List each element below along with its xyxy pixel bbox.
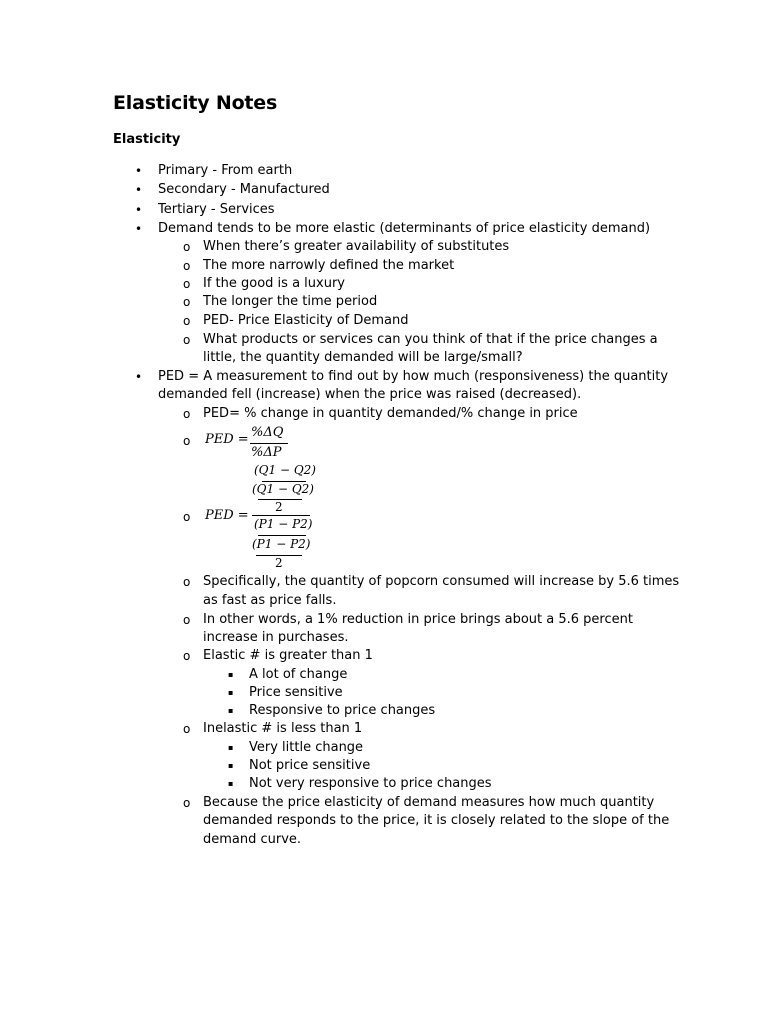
sub-marker: o [183,434,191,448]
list-item-primary: Primary - From earth [158,163,293,178]
formula-lhs: PED = [205,432,249,447]
subsub-marker: ▪ [228,779,234,788]
sub-marker: o [183,240,191,254]
subsub-marker: ▪ [228,706,234,715]
list-item: The longer the time period [203,294,378,309]
list-item: In other words, a 1% reduction in price brings about a 5.6 percent [203,612,633,627]
list-item: Not price sensitive [249,758,371,773]
sub-marker: o [183,333,191,347]
list-item: What products or services can you think of that if the price changes a [203,332,658,347]
sub-marker: o [183,277,191,291]
sub-marker: o [183,259,191,273]
list-item-continuation: demand curve. [203,832,302,847]
list-item: Responsive to price changes [249,703,436,718]
formula-numerator-top: (Q1 − Q2) [254,463,316,477]
fraction-bar [258,535,306,536]
section-heading: Elasticity [113,132,181,147]
formula-lhs: PED = [205,508,249,523]
sub-marker: o [183,407,191,421]
subsub-marker: ▪ [228,743,234,752]
list-item-continuation: demanded responds to the price, it is closely related to the slope of the [203,813,670,828]
list-item-tertiary: Tertiary - Services [158,202,275,217]
list-item: A lot of change [249,667,348,682]
list-item-ped-continuation: demanded fell (increase) when the price was raised (decreased). [158,387,582,402]
list-item: Price sensitive [249,685,343,700]
list-item-secondary: Secondary - Manufactured [158,182,330,197]
list-item: PED- Price Elasticity of Demand [203,313,409,328]
ped-formula-text: PED= % change in quantity demanded/% change in price [203,406,578,421]
list-item-ped: PED = A measurement to find out by how much (responsiveness) the quantity [158,369,669,384]
sub-marker: o [183,796,191,810]
subsub-marker: ▪ [228,688,234,697]
formula-denominator-divisor: 2 [275,556,283,570]
list-item: Not very responsive to price changes [249,776,492,791]
bullet-marker: • [135,370,143,384]
list-item: Specifically, the quantity of popcorn consumed will increase by 5.6 times [203,574,680,589]
list-item-elastic: Elastic # is greater than 1 [203,648,373,663]
bullet-marker: • [135,222,143,236]
list-item: When there’s greater availability of substitutes [203,239,510,254]
subsub-marker: ▪ [228,761,234,770]
sub-marker: o [183,649,191,663]
bullet-marker: • [135,203,143,217]
main-fraction-bar [252,515,310,516]
subsub-marker: ▪ [228,670,234,679]
list-item: Very little change [249,740,364,755]
list-item: If the good is a luxury [203,276,345,291]
list-item-inelastic: Inelastic # is less than 1 [203,721,363,736]
list-item-demand: Demand tends to be more elastic (determinants of price elasticity demand) [158,221,651,236]
sub-marker: o [183,510,191,524]
sub-marker: o [183,722,191,736]
formula-denominator: %ΔP [251,445,282,460]
sub-marker: o [183,613,191,627]
sub-marker: o [183,295,191,309]
sub-marker: o [183,575,191,589]
list-item-continuation: little, the quantity demanded will be large/small? [203,350,523,365]
formula-numerator: %ΔQ [251,425,284,440]
list-item: Because the price elasticity of demand measures how much quantity [203,795,655,810]
page-title: Elasticity Notes [113,92,278,114]
formula-numerator-divisor: 2 [275,500,283,514]
bullet-marker: • [135,183,143,197]
list-item-continuation: as fast as price falls. [203,593,337,608]
sub-marker: o [183,314,191,328]
fraction-bar [250,443,288,444]
list-item: The more narrowly defined the market [203,258,455,273]
formula-denominator-top: (P1 − P2) [254,517,313,531]
formula-denominator-bottom: (P1 − P2) [252,537,311,551]
formula-numerator-bottom: (Q1 − Q2) [252,482,314,496]
bullet-marker: • [135,164,143,178]
list-item-continuation: increase in purchases. [203,630,349,645]
